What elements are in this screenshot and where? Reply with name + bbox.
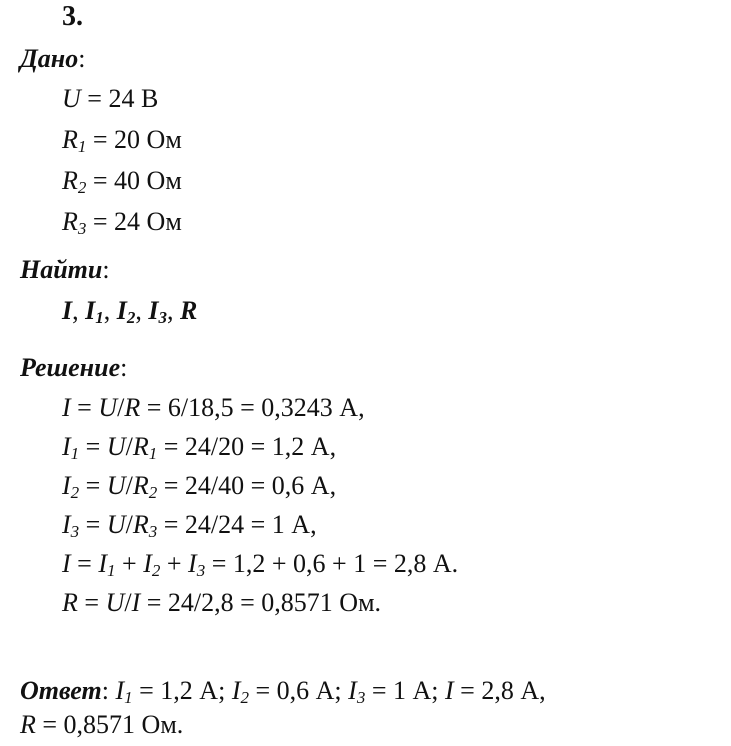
variable: $R_3$	[132, 510, 158, 541]
text: +	[160, 549, 189, 578]
text: +	[115, 549, 144, 578]
answer-line-1	[20, 676, 546, 706]
variable: $R_1$	[62, 125, 87, 156]
variable: I	[131, 588, 141, 617]
text: = 24/24 = 1 А,	[157, 510, 317, 539]
variable: I	[62, 296, 73, 325]
variable: $I_1$	[115, 676, 133, 707]
solution-heading: Решение	[20, 353, 121, 382]
variable: $I_3$	[148, 296, 167, 327]
given-value: = 20 Ом	[86, 125, 182, 154]
given-item	[62, 84, 158, 114]
text: = 0,6 А;	[248, 676, 349, 705]
variable: U	[105, 588, 125, 617]
variable: R	[124, 393, 141, 422]
text: =	[77, 588, 106, 617]
find-items	[62, 296, 197, 326]
given-value: = 24 Ом	[86, 207, 182, 236]
variable: R	[180, 296, 198, 325]
text: =	[70, 549, 99, 578]
given-colon: :	[78, 44, 86, 73]
separator: ,	[167, 296, 180, 325]
solution-line	[62, 588, 381, 618]
solution-line	[62, 432, 336, 462]
text: = 0,8571 Ом.	[35, 710, 184, 739]
variable: $I_1$	[98, 549, 116, 580]
variable: $I_2$	[231, 676, 249, 707]
solution-line	[62, 471, 336, 501]
text: =	[79, 510, 107, 539]
variable: $I_2$	[116, 296, 136, 327]
separator: ,	[135, 296, 149, 325]
text: = 1 А;	[365, 676, 445, 705]
text: = 6/18,5 = 0,3243 А,	[140, 393, 365, 422]
text: =	[79, 432, 107, 461]
variable: U	[98, 393, 118, 422]
variable: U	[106, 510, 126, 539]
given-heading: Дано	[20, 44, 79, 73]
variable: $I_3$	[188, 549, 206, 580]
variable: U	[106, 471, 126, 500]
find-colon: :	[102, 255, 110, 284]
text: = 1,2 А;	[132, 676, 232, 705]
variable: I	[62, 393, 71, 422]
variable: U	[106, 432, 126, 461]
solution-line	[62, 549, 458, 579]
variable: $I_1$	[85, 296, 104, 327]
given-value: = 24 В	[80, 84, 159, 113]
variable: R	[62, 588, 78, 617]
text: /	[125, 471, 133, 500]
variable: R	[20, 710, 36, 739]
text: =	[79, 471, 107, 500]
text: = 24/20 = 1,2 А,	[157, 432, 337, 461]
find-heading-line	[20, 255, 110, 285]
text: /	[125, 510, 133, 539]
solution-heading-line	[20, 353, 127, 383]
variable: I	[445, 676, 454, 705]
variable: $R_2$	[62, 166, 87, 197]
separator: ,	[103, 296, 117, 325]
variable: U	[62, 84, 81, 113]
given-item	[62, 207, 182, 237]
problem-number: 3.	[62, 1, 83, 32]
solution-colon: :	[120, 353, 128, 382]
variable: $I_2$	[62, 471, 80, 502]
text: /	[125, 432, 133, 461]
text: /	[117, 393, 125, 422]
variable: $R_3$	[62, 207, 87, 238]
given-heading-line	[20, 44, 85, 74]
given-value: = 40 Ом	[86, 166, 182, 195]
variable: $I_3$	[348, 676, 366, 707]
answer-values	[102, 676, 546, 705]
variable: $I_2$	[143, 549, 161, 580]
solution-line	[62, 510, 317, 540]
text: = 24/2,8 = 0,8571 Ом.	[140, 588, 382, 617]
find-heading: Найти	[20, 255, 103, 284]
given-item	[62, 166, 182, 196]
variable: $I_3$	[62, 510, 80, 541]
variable: $R_2$	[132, 471, 158, 502]
separator: ,	[72, 296, 86, 325]
text: = 1,2 + 0,6 + 1 = 2,8 А.	[205, 549, 459, 578]
answer-line-2	[20, 710, 183, 740]
text: /	[124, 588, 132, 617]
variable: I	[62, 549, 71, 578]
solution-line	[62, 393, 365, 423]
text: :	[101, 676, 116, 705]
text: = 2,8 А,	[453, 676, 546, 705]
variable: $I_1$	[62, 432, 80, 463]
given-item	[62, 125, 182, 155]
answer-heading: Ответ	[20, 676, 102, 705]
text: =	[70, 393, 99, 422]
variable: $R_1$	[132, 432, 158, 463]
text: = 24/40 = 0,6 А,	[157, 471, 337, 500]
